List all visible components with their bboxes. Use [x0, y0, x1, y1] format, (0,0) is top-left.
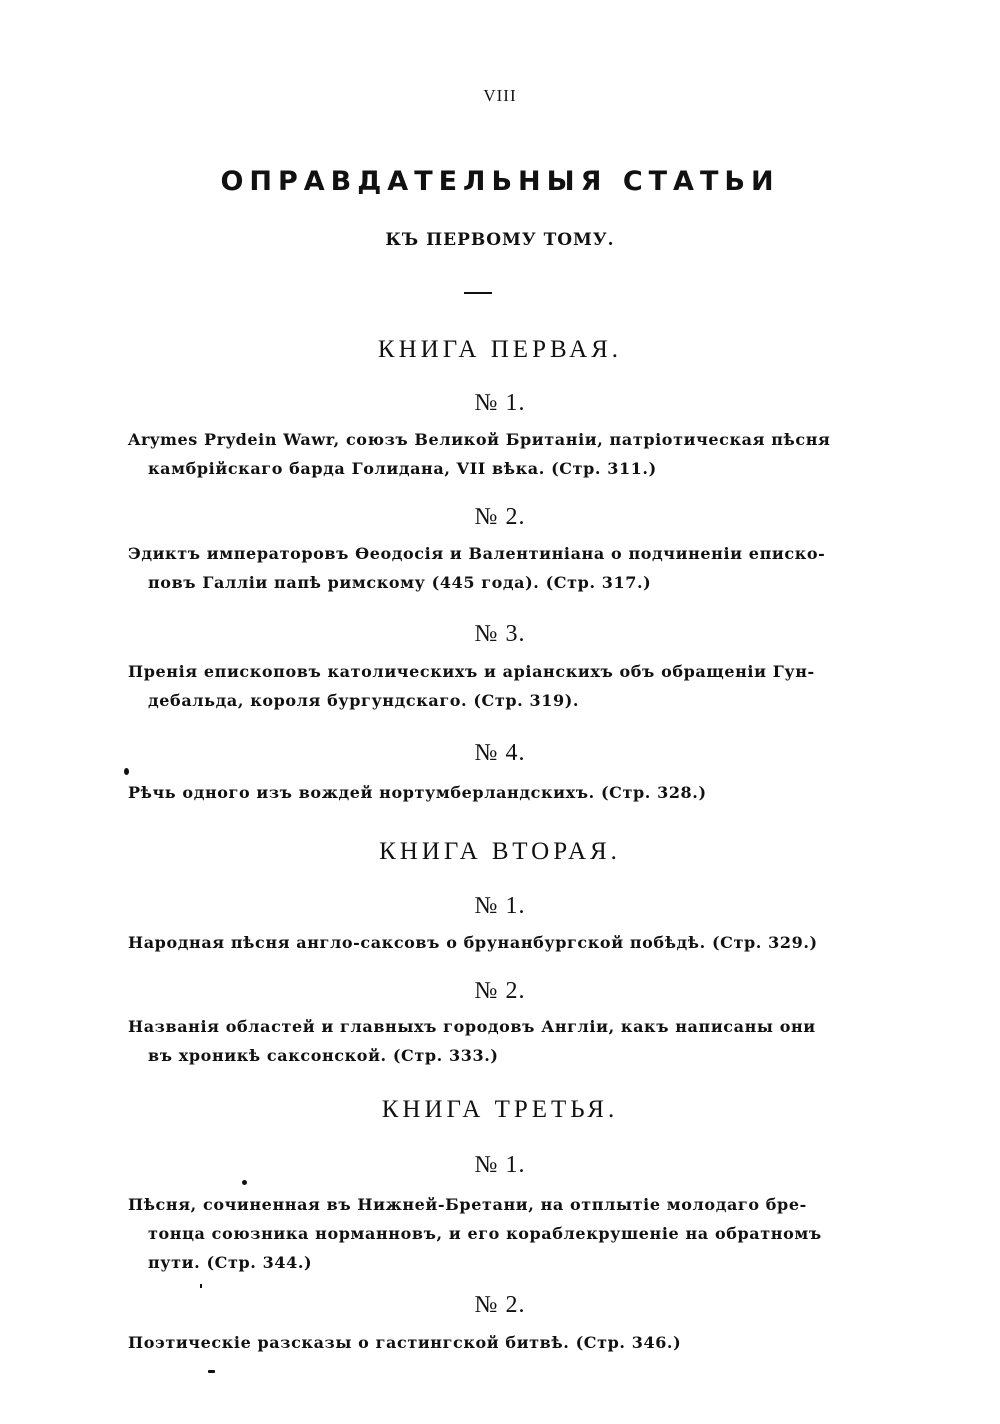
ink-speck [200, 1284, 202, 1288]
item-number: № 2. [474, 1292, 526, 1318]
page-subtitle: КЪ ПЕРВОМУ ТОМУ. [385, 230, 615, 250]
entry-line: Рѣчь одного изъ вождей нортумберландскихъ. (Стр. 328.) [128, 783, 707, 802]
item-number: № 1. [474, 893, 526, 919]
entry-text [128, 778, 833, 807]
entry-line: Названія областей и главныхъ городовъ Англіи, какъ написаны они [128, 1017, 816, 1036]
entry-line: въ хроникѣ саксонской. (Стр. 333.) [148, 1046, 499, 1065]
entry-line: пути. (Стр. 344.) [148, 1253, 313, 1272]
entry-text [128, 657, 833, 715]
entry-line: камбрійскаго барда Голидана, VII вѣка. (Стр. 311.) [148, 459, 657, 478]
entry-text [128, 1328, 833, 1357]
entry-text [128, 1012, 833, 1070]
item-number: № 3. [474, 621, 526, 647]
ink-speck [242, 1180, 247, 1185]
entry-line: тонца союзника норманновъ, и его кораблекрушеніе на обратномъ [148, 1224, 822, 1243]
item-number: № 1. [474, 390, 526, 416]
entry-text [128, 539, 833, 597]
entry-line: дебальда, короля бургундскаго. (Стр. 319). [148, 691, 580, 710]
item-number: № 4. [474, 740, 526, 766]
book-heading-2: КНИГА ВТОРАЯ. [379, 838, 621, 865]
item-number: № 2. [474, 978, 526, 1004]
page-title: ОПРАВДАТЕЛЬНЫЯ СТАТЬИ [220, 166, 780, 197]
entry-line: Arymes Prydein Wawr, союзъ Великой Британіи, патріотическая пѣсня [128, 430, 831, 449]
entry-text [128, 928, 833, 957]
ink-speck [208, 1370, 215, 1373]
entry-line: Поэтическіе разсказы о гастингской битвѣ. (Стр. 346.) [128, 1333, 682, 1352]
book-heading-1: КНИГА ПЕРВАЯ. [377, 336, 623, 363]
item-number: № 2. [474, 504, 526, 530]
entry-text [128, 1190, 833, 1277]
book-heading-3: КНИГА ТРЕТЬЯ. [381, 1096, 619, 1123]
entry-line: повъ Галліи папѣ римскому (445 года). (Стр. 317.) [148, 573, 652, 592]
ink-speck [124, 768, 129, 775]
item-number: № 1. [474, 1152, 526, 1178]
entry-line: Народная пѣсня англо-саксовъ о брунанбургской побѣдѣ. (Стр. 329.) [128, 933, 818, 952]
entry-line: Пѣсня, сочиненная въ Нижней-Бретани, на отплытіе молодаго бре- [128, 1195, 807, 1214]
entry-line: Эдиктъ императоровъ Ѳеодосія и Валентиніана о подчиненіи еписко- [128, 544, 826, 563]
separator-dash [464, 292, 492, 294]
page-number: VIII [483, 86, 517, 105]
entry-line: Пренія епископовъ католическихъ и аріанскихъ объ обращеніи Гун- [128, 662, 815, 681]
entry-text [128, 425, 833, 483]
